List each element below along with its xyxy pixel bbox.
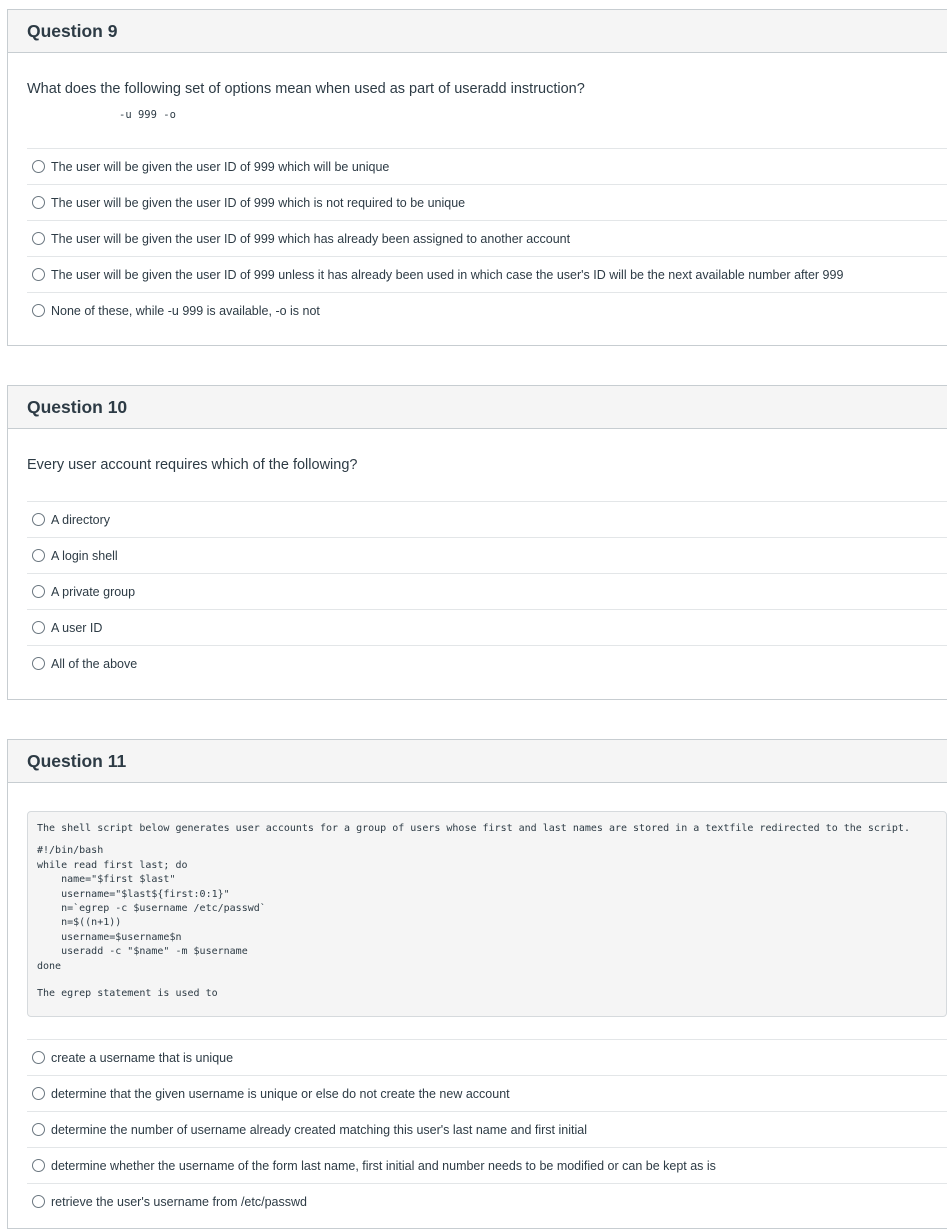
radio-button[interactable]: [32, 549, 45, 562]
question-11: [7, 739, 947, 1229]
answer-label: The user will be given the user ID of 999 which is not required to be unique: [51, 195, 466, 210]
question-text: Every user account requires which of the following?: [27, 457, 358, 473]
radio-button[interactable]: [32, 268, 45, 281]
question-header: [8, 10, 947, 53]
radio-button[interactable]: [32, 304, 45, 317]
answer-option[interactable]: [27, 1183, 947, 1219]
script-line: n=`egrep -c $username /etc/passwd`: [37, 903, 266, 915]
question-text: What does the following set of options mean when used as part of useradd instruction?: [27, 81, 585, 97]
script-intro: The shell script below generates user accounts for a group of users whose first and last names are stored in a textfile redirected to the script.: [37, 823, 910, 834]
radio-button[interactable]: [32, 513, 45, 526]
answer-label: A login shell: [51, 548, 118, 563]
answer-label: None of these, while -u 999 is available, -o is not: [51, 303, 320, 318]
answer-option[interactable]: [27, 148, 947, 184]
script-line: n=$((n+1)): [37, 917, 122, 929]
question-title: Question 10: [27, 396, 128, 417]
radio-button[interactable]: [32, 1051, 45, 1064]
script-prompt: The egrep statement is used to: [37, 988, 218, 1000]
question-code: -u 999 -o: [119, 109, 176, 121]
answer-label: A private group: [51, 584, 136, 599]
answer-option[interactable]: [27, 1039, 947, 1075]
radio-button[interactable]: [32, 1195, 45, 1208]
answer-option[interactable]: [27, 609, 947, 645]
answer-option[interactable]: [27, 645, 947, 681]
radio-button[interactable]: [32, 1087, 45, 1100]
question-header: [8, 740, 947, 783]
radio-button[interactable]: [32, 657, 45, 670]
answer-option[interactable]: [27, 1111, 947, 1147]
answer-option[interactable]: [27, 292, 947, 328]
answer-option[interactable]: [27, 501, 947, 537]
script-line: #!/bin/bash: [37, 845, 104, 857]
question-header: [8, 386, 947, 429]
radio-button[interactable]: [32, 1159, 45, 1172]
answer-label: create a username that is unique: [51, 1050, 234, 1065]
answer-list: [27, 501, 947, 681]
answer-option[interactable]: [27, 1075, 947, 1111]
answer-option[interactable]: [27, 256, 947, 292]
radio-button[interactable]: [32, 585, 45, 598]
script-line: useradd -c "$name" -m $username: [37, 946, 248, 958]
script-line: done: [37, 960, 62, 972]
answer-option[interactable]: [27, 184, 947, 220]
answer-label: determine the number of username already created matching this user's last name and first initial: [51, 1122, 587, 1137]
script-line: username=$username$n: [37, 931, 182, 943]
radio-button[interactable]: [32, 232, 45, 245]
answer-option[interactable]: [27, 537, 947, 573]
script-box: [27, 811, 947, 1017]
question-10: [7, 385, 947, 700]
answer-list: [27, 148, 947, 328]
answer-label: The user will be given the user ID of 999 unless it has already been used in which case the user's ID will be the next available number after 999: [51, 267, 844, 282]
radio-button[interactable]: [32, 160, 45, 173]
answer-option[interactable]: [27, 220, 947, 256]
question-title: Question 9: [27, 20, 118, 41]
answer-label: The user will be given the user ID of 999 which will be unique: [51, 159, 390, 174]
answer-list: [27, 1039, 947, 1219]
answer-label: The user will be given the user ID of 999 which has already been assigned to another account: [51, 231, 571, 246]
radio-button[interactable]: [32, 1123, 45, 1136]
answer-label: retrieve the user's username from /etc/passwd: [51, 1194, 307, 1209]
answer-label: A user ID: [51, 620, 103, 635]
answer-option[interactable]: [27, 573, 947, 609]
answer-label: All of the above: [51, 656, 138, 671]
script-line: username="$last${first:0:1}": [37, 888, 230, 900]
answer-label: A directory: [51, 512, 111, 527]
answer-label: determine that the given username is unique or else do not create the new account: [51, 1086, 510, 1101]
script-line: while read first last; do: [37, 859, 188, 871]
script-line: name="$first $last": [37, 874, 176, 886]
answer-label: determine whether the username of the form last name, first initial and number needs to be modified or can be kept as is: [51, 1158, 716, 1173]
radio-button[interactable]: [32, 196, 45, 209]
question-9: [7, 9, 947, 346]
answer-option[interactable]: [27, 1147, 947, 1183]
radio-button[interactable]: [32, 621, 45, 634]
question-title: Question 11: [27, 750, 127, 771]
